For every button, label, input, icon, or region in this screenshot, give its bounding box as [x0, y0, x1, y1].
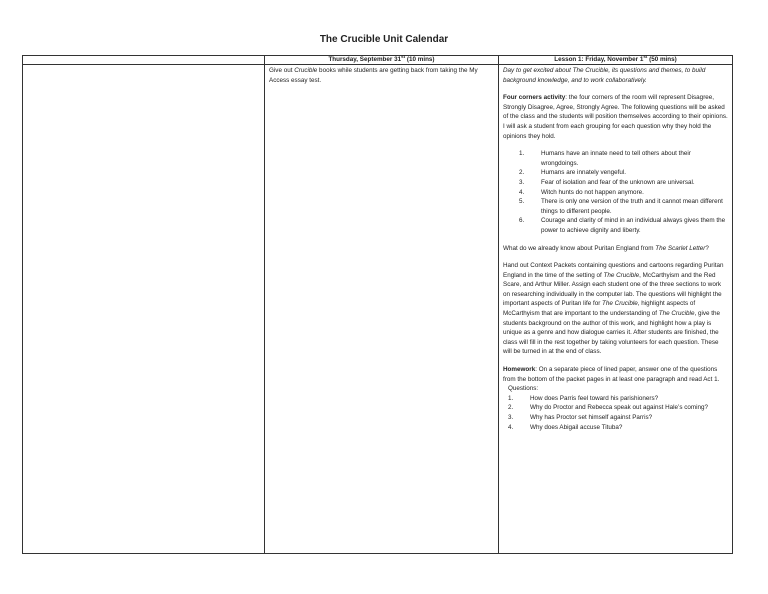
header-lesson1-sup: st — [643, 53, 648, 59]
list-item — [509, 216, 728, 235]
calendar-table — [22, 55, 733, 554]
homework-text: : On a separate piece of lined paper, answer one of the questions from the bottom of the packet pages in at least one paragraph and read Act 1. — [503, 366, 720, 383]
questions-list — [503, 394, 728, 432]
thursday-text-post: books while students are getting back from taking the My Access essay test. — [269, 67, 478, 84]
list-item — [509, 178, 728, 188]
header-cell-empty — [23, 56, 265, 65]
packets-text-a: Hand out Context Packets containing questions and cartoons regarding Puritan England in the time of the setting of — [503, 262, 724, 279]
header-lesson1-duration: (50 mins) — [647, 56, 677, 63]
crucible-title: The Crucible — [603, 271, 640, 279]
header-cell-thursday — [265, 53, 499, 65]
packets-text-e: , highlight aspects of McCarthyism that are important to the understanding of — [503, 300, 696, 318]
header-thursday-text: Thursday, September 31 — [328, 56, 402, 63]
header-thursday-sup: st — [401, 53, 406, 59]
header-thursday-duration: (10 mins) — [405, 56, 435, 63]
thursday-text-pre: Give out — [269, 67, 295, 74]
question-text: How does Parris feel toward his parishioners? — [530, 394, 659, 402]
question-text: Why has Proctor set himself against Parris? — [530, 414, 653, 421]
prior-knowledge-pre: What do we already know about Puritan England from — [503, 244, 656, 252]
cell-thursday — [265, 65, 499, 554]
homework-paragraph — [503, 365, 728, 384]
header-lesson1-text: Lesson 1: Friday, November 1 — [554, 56, 644, 63]
crucible-title: The Crucible — [602, 300, 638, 308]
question-number: 3. — [508, 414, 514, 421]
statement-number: 5. — [519, 198, 525, 206]
prior-knowledge-post: ? — [705, 244, 709, 252]
statement-number: 6. — [519, 217, 525, 225]
homework-label: Homework — [503, 366, 536, 374]
list-item — [503, 403, 728, 413]
statement-text: Humans are innately vengeful. — [541, 169, 627, 177]
page-title: The Crucible Unit Calendar — [319, 34, 449, 45]
question-text: Why do Proctor and Rebecca speak out against Hale’s coming? — [530, 404, 709, 412]
list-item — [503, 394, 728, 404]
header-row — [23, 56, 733, 65]
list-item — [509, 149, 728, 168]
list-item — [509, 197, 728, 216]
question-number: 2. — [508, 404, 514, 412]
four-corners-paragraph — [503, 93, 728, 141]
four-corners-label: Four corners activity — [503, 94, 566, 102]
statement-text: Fear of isolation and fear of the unknown are universal. — [541, 178, 695, 186]
context-packets-paragraph — [503, 261, 728, 357]
statement-number: 2. — [519, 169, 525, 177]
question-number: 1. — [508, 394, 514, 402]
packets-text-g: , give the students background on the author of this work, and highlight how a play is unique as a genre and how dialogue carries it. After students are finished, the class will fill in the rest together by taking volunteers for each question. These will be turned in at the end of class. — [503, 310, 721, 356]
statement-text: Courage and clarity of mind in an individual always gives them the power to achieve dignity and liberty. — [541, 217, 726, 234]
questions-label: Questions: — [508, 385, 539, 393]
question-text: Why does Abigail accuse Tituba? — [530, 423, 623, 431]
list-item — [509, 188, 728, 198]
statement-number: 1. — [519, 150, 525, 158]
scarlet-letter-title: The Scarlet Letter — [655, 244, 706, 252]
statement-text: Humans have an innate need to tell others about their wrongdoings. — [541, 150, 691, 167]
question-number: 4. — [508, 423, 514, 431]
four-corners-text: : the four corners of the room will represent Disagree, Strongly Disagree, Agree, Strongly Agree. The following questions will be asked of the class and the students will position themselves according to their opinions. I will ask a student from each grouping for each question why they hold the opinions they hold. — [503, 94, 728, 140]
statement-text: Witch hunts do not happen anymore. — [541, 188, 644, 196]
packets-text-c: , McCarthyism and the Red Scare, and Arthur Miller. Assign each student one of the three sections to work on researching individually in the computer lab. The questions will highlight the important aspects of Puritan life for — [503, 271, 722, 308]
lesson-goal-text: Day to get excited about The Crucible, its questions and themes, to build background knowledge, and to work collaboratively. — [503, 67, 706, 84]
list-item — [509, 168, 728, 178]
statement-text: There is only one version of the truth and it cannot mean different things to different people. — [541, 198, 723, 215]
statements-list — [503, 149, 728, 235]
statement-number: 4. — [519, 188, 525, 196]
header-cell-lesson1 — [499, 53, 733, 65]
list-item — [503, 423, 728, 433]
content-row — [23, 65, 733, 554]
cell-lesson1 — [499, 65, 733, 554]
list-item — [503, 413, 728, 423]
lesson-goal — [503, 66, 728, 85]
crucible-title: The Crucible — [658, 310, 695, 318]
thursday-book-title: Crucible — [294, 67, 318, 74]
prior-knowledge-paragraph — [503, 244, 728, 254]
cell-empty — [23, 65, 265, 554]
statement-number: 3. — [519, 178, 525, 186]
